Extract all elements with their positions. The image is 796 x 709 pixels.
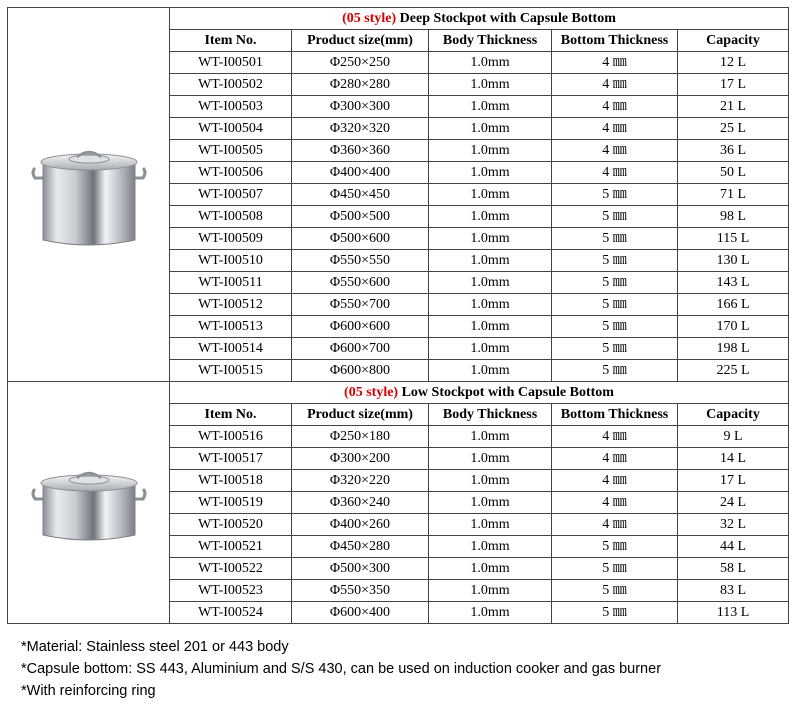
product-size-cell: Φ550×700 <box>292 294 429 316</box>
body-thickness-cell: 1.0mm <box>429 96 552 118</box>
product-size-cell: Φ600×800 <box>292 360 429 382</box>
bottom-thickness-cell: 4 ㎜ <box>552 118 678 140</box>
product-size-cell: Φ360×360 <box>292 140 429 162</box>
item-no-cell: WT-I00509 <box>170 228 292 250</box>
item-no-cell: WT-I00512 <box>170 294 292 316</box>
capacity-cell: 166 L <box>678 294 789 316</box>
bottom-thickness-cell: 5 ㎜ <box>552 602 678 624</box>
capacity-cell: 32 L <box>678 514 789 536</box>
deep-stockpot-image <box>29 140 149 250</box>
capacity-cell: 198 L <box>678 338 789 360</box>
item-no-cell: WT-I00513 <box>170 316 292 338</box>
body-thickness-cell: 1.0mm <box>429 426 552 448</box>
capacity-cell: 9 L <box>678 426 789 448</box>
product-size-cell: Φ500×500 <box>292 206 429 228</box>
section-title-row <box>8 382 789 404</box>
item-no-cell: WT-I00508 <box>170 206 292 228</box>
capacity-cell: 98 L <box>678 206 789 228</box>
low-stockpot-image <box>29 463 149 543</box>
body-thickness-cell: 1.0mm <box>429 272 552 294</box>
capacity-cell: 71 L <box>678 184 789 206</box>
capacity-cell: 24 L <box>678 492 789 514</box>
body-thickness-cell: 1.0mm <box>429 536 552 558</box>
bottom-thickness-cell: 4 ㎜ <box>552 52 678 74</box>
body-thickness-cell: 1.0mm <box>429 602 552 624</box>
section-title-text: Low Stockpot with Capsule Bottom <box>398 385 614 400</box>
capacity-cell: 12 L <box>678 52 789 74</box>
bottom-thickness-cell: 4 ㎜ <box>552 426 678 448</box>
column-header: Capacity <box>678 30 789 52</box>
capacity-cell: 113 L <box>678 602 789 624</box>
capacity-cell: 130 L <box>678 250 789 272</box>
body-thickness-cell: 1.0mm <box>429 514 552 536</box>
item-no-cell: WT-I00516 <box>170 426 292 448</box>
style-tag: (05 style) <box>342 11 397 26</box>
capacity-cell: 21 L <box>678 96 789 118</box>
item-no-cell: WT-I00520 <box>170 514 292 536</box>
capacity-cell: 58 L <box>678 558 789 580</box>
column-header: Body Thickness <box>429 30 552 52</box>
body-thickness-cell: 1.0mm <box>429 338 552 360</box>
item-no-cell: WT-I00504 <box>170 118 292 140</box>
body-thickness-cell: 1.0mm <box>429 448 552 470</box>
product-size-cell: Φ600×600 <box>292 316 429 338</box>
item-no-cell: WT-I00514 <box>170 338 292 360</box>
item-no-cell: WT-I00519 <box>170 492 292 514</box>
bottom-thickness-cell: 4 ㎜ <box>552 96 678 118</box>
product-size-cell: Φ500×600 <box>292 228 429 250</box>
capacity-cell: 25 L <box>678 118 789 140</box>
bottom-thickness-cell: 4 ㎜ <box>552 492 678 514</box>
low-stockpot-photo <box>8 382 170 624</box>
body-thickness-cell: 1.0mm <box>429 74 552 96</box>
capacity-cell: 143 L <box>678 272 789 294</box>
bottom-thickness-cell: 5 ㎜ <box>552 536 678 558</box>
item-no-cell: WT-I00511 <box>170 272 292 294</box>
product-size-cell: Φ320×320 <box>292 118 429 140</box>
bottom-thickness-cell: 4 ㎜ <box>552 140 678 162</box>
item-no-cell: WT-I00517 <box>170 448 292 470</box>
section-title-row <box>8 8 789 30</box>
item-no-cell: WT-I00523 <box>170 580 292 602</box>
product-size-cell: Φ400×400 <box>292 162 429 184</box>
column-header: Bottom Thickness <box>552 404 678 426</box>
product-size-cell: Φ250×250 <box>292 52 429 74</box>
product-size-cell: Φ600×400 <box>292 602 429 624</box>
bottom-thickness-cell: 4 ㎜ <box>552 74 678 96</box>
column-header: Product size(mm) <box>292 30 429 52</box>
product-size-cell: Φ320×220 <box>292 470 429 492</box>
item-no-cell: WT-I00521 <box>170 536 292 558</box>
body-thickness-cell: 1.0mm <box>429 228 552 250</box>
bottom-thickness-cell: 5 ㎜ <box>552 360 678 382</box>
item-no-cell: WT-I00507 <box>170 184 292 206</box>
spec-table <box>7 7 789 624</box>
item-no-cell: WT-I00506 <box>170 162 292 184</box>
item-no-cell: WT-I00522 <box>170 558 292 580</box>
deep-stockpot-photo <box>8 8 170 382</box>
bottom-thickness-cell: 5 ㎜ <box>552 228 678 250</box>
capacity-cell: 225 L <box>678 360 789 382</box>
product-size-cell: Φ280×280 <box>292 74 429 96</box>
notes <box>21 636 661 702</box>
body-thickness-cell: 1.0mm <box>429 470 552 492</box>
bottom-thickness-cell: 5 ㎜ <box>552 294 678 316</box>
column-header: Bottom Thickness <box>552 30 678 52</box>
item-no-cell: WT-I00524 <box>170 602 292 624</box>
product-size-cell: Φ250×180 <box>292 426 429 448</box>
section-title <box>170 382 789 404</box>
capacity-cell: 115 L <box>678 228 789 250</box>
bottom-thickness-cell: 5 ㎜ <box>552 184 678 206</box>
bottom-thickness-cell: 4 ㎜ <box>552 514 678 536</box>
bottom-thickness-cell: 5 ㎜ <box>552 250 678 272</box>
body-thickness-cell: 1.0mm <box>429 52 552 74</box>
product-size-cell: Φ360×240 <box>292 492 429 514</box>
item-no-cell: WT-I00510 <box>170 250 292 272</box>
item-no-cell: WT-I00501 <box>170 52 292 74</box>
product-size-cell: Φ550×550 <box>292 250 429 272</box>
item-no-cell: WT-I00515 <box>170 360 292 382</box>
note-reinforcing-ring: *With reinforcing ring <box>21 683 156 699</box>
body-thickness-cell: 1.0mm <box>429 492 552 514</box>
item-no-cell: WT-I00502 <box>170 74 292 96</box>
capacity-cell: 14 L <box>678 448 789 470</box>
bottom-thickness-cell: 5 ㎜ <box>552 316 678 338</box>
body-thickness-cell: 1.0mm <box>429 184 552 206</box>
body-thickness-cell: 1.0mm <box>429 162 552 184</box>
body-thickness-cell: 1.0mm <box>429 580 552 602</box>
capacity-cell: 17 L <box>678 74 789 96</box>
style-tag: (05 style) <box>344 385 399 400</box>
bottom-thickness-cell: 4 ㎜ <box>552 162 678 184</box>
product-size-cell: Φ300×300 <box>292 96 429 118</box>
capacity-cell: 44 L <box>678 536 789 558</box>
section-title <box>170 8 789 30</box>
column-header: Body Thickness <box>429 404 552 426</box>
body-thickness-cell: 1.0mm <box>429 316 552 338</box>
product-size-cell: Φ550×600 <box>292 272 429 294</box>
body-thickness-cell: 1.0mm <box>429 360 552 382</box>
body-thickness-cell: 1.0mm <box>429 140 552 162</box>
product-size-cell: Φ400×260 <box>292 514 429 536</box>
bottom-thickness-cell: 5 ㎜ <box>552 206 678 228</box>
body-thickness-cell: 1.0mm <box>429 558 552 580</box>
body-thickness-cell: 1.0mm <box>429 118 552 140</box>
capacity-cell: 83 L <box>678 580 789 602</box>
bottom-thickness-cell: 5 ㎜ <box>552 580 678 602</box>
section-title-text: Deep Stockpot with Capsule Bottom <box>396 11 616 26</box>
bottom-thickness-cell: 4 ㎜ <box>552 448 678 470</box>
note-material: *Material: Stainless steel 201 or 443 body <box>21 639 289 655</box>
product-size-cell: Φ450×280 <box>292 536 429 558</box>
column-header: Capacity <box>678 404 789 426</box>
bottom-thickness-cell: 5 ㎜ <box>552 272 678 294</box>
capacity-cell: 170 L <box>678 316 789 338</box>
body-thickness-cell: 1.0mm <box>429 294 552 316</box>
product-size-cell: Φ300×200 <box>292 448 429 470</box>
body-thickness-cell: 1.0mm <box>429 250 552 272</box>
capacity-cell: 17 L <box>678 470 789 492</box>
capacity-cell: 50 L <box>678 162 789 184</box>
column-header: Product size(mm) <box>292 404 429 426</box>
product-size-cell: Φ500×300 <box>292 558 429 580</box>
item-no-cell: WT-I00503 <box>170 96 292 118</box>
bottom-thickness-cell: 4 ㎜ <box>552 470 678 492</box>
product-size-cell: Φ550×350 <box>292 580 429 602</box>
item-no-cell: WT-I00505 <box>170 140 292 162</box>
column-header: Item No. <box>170 404 292 426</box>
capacity-cell: 36 L <box>678 140 789 162</box>
product-size-cell: Φ450×450 <box>292 184 429 206</box>
bottom-thickness-cell: 5 ㎜ <box>552 338 678 360</box>
note-capsule-bottom: *Capsule bottom: SS 443, Aluminium and S/S 430, can be used on induction cooker and gas burner <box>21 661 662 677</box>
body-thickness-cell: 1.0mm <box>429 206 552 228</box>
bottom-thickness-cell: 5 ㎜ <box>552 558 678 580</box>
column-header: Item No. <box>170 30 292 52</box>
item-no-cell: WT-I00518 <box>170 470 292 492</box>
product-size-cell: Φ600×700 <box>292 338 429 360</box>
